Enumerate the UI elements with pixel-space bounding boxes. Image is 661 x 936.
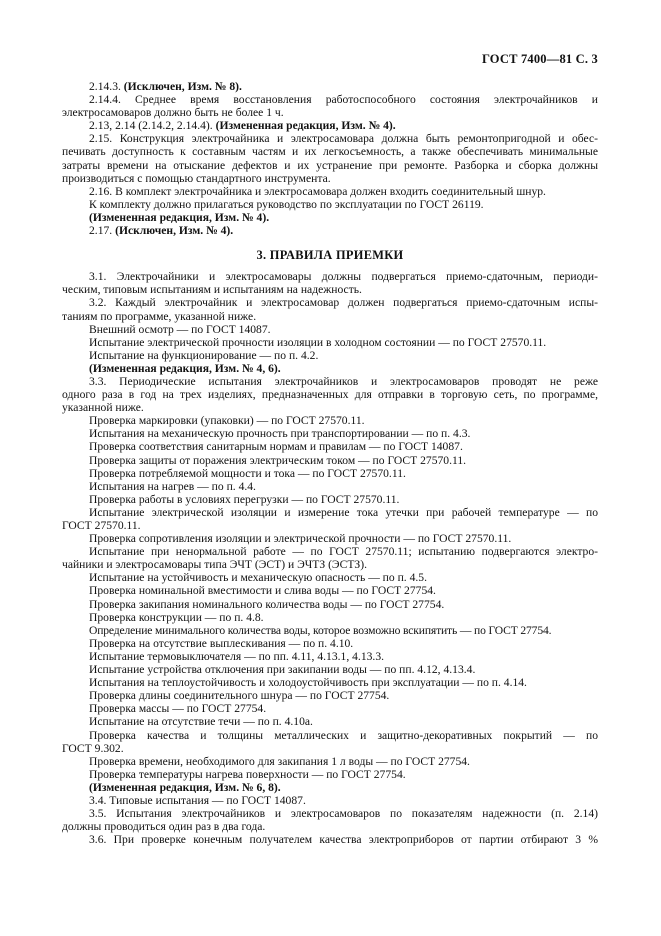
clause-3-4: 3.4. Типовые испытания — по ГОСТ 14087. [89, 793, 306, 807]
list-item: Проверка конструкции — по п. 4.8. [89, 610, 264, 624]
list-item: Испытание электрической изоляции и измерение тока утечки при рабочей температуре — по [89, 505, 598, 519]
page-header: ГОСТ 7400—81 С. 3 [481, 52, 598, 66]
list-item: Проверка времени, необходимого для закипания 1 л воды — по ГОСТ 27754. [89, 754, 470, 768]
list-item: Проверка длины соединительного шнура — по ГОСТ 27754. [89, 689, 390, 703]
text-line: 3.1. Электрочайники и электросамовары должны подвергаться приемо-сдаточным, периоди- [89, 270, 598, 284]
list-item: Проверка сопротивления изоляции и электрической прочности — по ГОСТ 27570.11. [89, 532, 512, 546]
list-item: Испытания на теплоустойчивость и холодоустойчивость при эксплуатации — по п. 4.14. [89, 676, 527, 690]
text-line: ческим, типовым испытаниям и испытаниям на надежность. [62, 283, 362, 297]
list-item: Проверка соответствия санитарным нормам и правилам — по ГОСТ 14087. [89, 440, 463, 454]
clause-3-2 [62, 296, 598, 322]
clause-refs: 2.13, 2.14 (2.14.2, 2.14.4). [89, 119, 213, 133]
text-line: 3.5. Испытания электрочайников и электросамоваров по показателям надежности (п. 2.14) [89, 807, 598, 821]
list-item: Проверка работы в условиях перегрузки — по ГОСТ 27570.11. [89, 492, 400, 506]
list-item-continuation: чайники и электросамовары типа ЭЧТ (ЭСТ) и ЭЧТЗ (ЭСТЗ). [62, 558, 367, 572]
list-item: Проверка номинальной вместимости и слива воды — по ГОСТ 27754. [89, 584, 436, 598]
text-line: электросамоваров должно быть не более 1 ч. [62, 106, 284, 120]
list-item: Испытание при ненормальной работе — по ГОСТ 27570.11; испытанию подвергаются электро- [89, 545, 598, 559]
list-item-continuation: ГОСТ 27570.11. [62, 519, 141, 532]
list-item-continuation: ГОСТ 9.302. [62, 741, 124, 755]
list-item: Проверка защиты от поражения электрическим током — по ГОСТ 27570.11. [89, 453, 467, 467]
clause-2-13-amendment [62, 119, 598, 132]
text-line: затраты времени на отыскание дефектов и их устранение при ремонте. Разборка и сборка должны [62, 158, 598, 172]
text-line: К комплекту должно прилагаться руководство по эксплуатации по ГОСТ 26119. [89, 197, 484, 211]
document-body [62, 80, 598, 846]
clause-3-3 [62, 375, 598, 414]
list-item: Проверка массы — по ГОСТ 27754. [89, 702, 267, 716]
text-line: 3.3. Периодические испытания электрочайников и электросамоваров проводят не реже [89, 374, 598, 388]
list-item: Испытание на устойчивость и механическую опасность — по п. 4.5. [89, 571, 427, 585]
list-item: Проверка потребляемой мощности и тока — по ГОСТ 27570.11. [89, 466, 406, 480]
list-item: Проверка температуры нагрева поверхности — по ГОСТ 27754. [89, 767, 406, 781]
clause-2-16 [62, 185, 598, 224]
list-item: Проверка закипания номинального количества воды — по ГОСТ 27754. [89, 597, 445, 611]
clause-number: 2.14.3. [89, 80, 121, 93]
text-line: производиться с помощью стандартного инструмента. [62, 171, 331, 185]
text-line: должны проводиться один раз в два года. [62, 820, 266, 834]
list-item: Испытания на нагрев — по п. 4.4. [89, 479, 256, 493]
clause-2-15 [62, 132, 598, 184]
list-item: Испытания на механическую прочность при транспортировании — по п. 4.3. [89, 427, 471, 441]
text-line: печивать доступность к составным частям и их легкосъемность, а также обеспечивать минимальные [62, 145, 598, 159]
amendment-note: (Измененная редакция, Изм. № 4). [215, 119, 396, 133]
list-item: Внешний осмотр — по ГОСТ 14087. [89, 322, 271, 336]
list-item: Испытание термовыключателя — по пп. 4.11, 4.13.1, 4.13.3. [89, 649, 385, 663]
periodic-test-list [62, 414, 598, 794]
clause-3-5 [62, 807, 598, 833]
list-item: Проверка качества и толщины металлических и защитно-декоративных покрытий — по [89, 728, 598, 742]
clause-2-14-4 [62, 93, 598, 119]
text-line: 3.2. Каждый электрочайник и электросамовар должен подвергаться приемо-сдаточным испы- [89, 296, 598, 310]
text-line: таниям по программе, указанной ниже. [62, 309, 257, 323]
list-item: Проверка на отсутствие выплескивания — по п. 4.10. [89, 636, 354, 650]
text-line: 2.16. В комплект электрочайника и электросамовара должен входить соединительный шнур. [89, 184, 546, 198]
acceptance-test-list [62, 323, 598, 375]
list-item: Испытание устройства отключения при закипании воды — по пп. 4.12, 4.13.4. [89, 663, 476, 677]
clause-number: 2.17. [89, 224, 113, 238]
text-line: одного раза в год на трех изделиях, предназначенных для отправки в торговую сеть, по программе, [62, 388, 598, 402]
clause-2-17 [62, 224, 598, 237]
text-line: 2.14.4. Среднее время восстановления работоспособного состояния электрочайников и [89, 93, 598, 107]
amendment-note: (Измененная редакция, Изм. № 4). [89, 210, 270, 224]
amendment-note: (Измененная редакция, Изм. № 6, 8). [89, 780, 281, 794]
text-line: 2.15. Конструкция электрочайника и электросамовара должна быть ремонтопригодной и обес- [89, 132, 598, 146]
text-line: 3.6. При проверке конечным получателем качества электроприборов от партии отбирают 3 % [89, 833, 598, 847]
list-item: Испытание на функционирование — по п. 4.2. [89, 348, 319, 362]
amendment-note: (Исключен, Изм. № 8). [123, 80, 242, 93]
list-item: Определение минимального количества воды, которое возможно вскипятить — по ГОСТ 27754. [89, 623, 552, 637]
clause-3-6 [62, 833, 598, 846]
amendment-note: (Измененная редакция, Изм. № 4, 6). [89, 361, 281, 375]
clause-3-1 [62, 270, 598, 296]
list-item: Испытание электрической прочности изоляции в холодном состоянии — по ГОСТ 27570.11. [89, 335, 547, 349]
amendment-note: (Исключен, Изм. № 4). [115, 224, 234, 238]
clause-2-14-3 [62, 80, 598, 93]
list-item: Проверка маркировки (упаковки) — по ГОСТ 27570.11. [89, 414, 365, 428]
list-item: Испытание на отсутствие течи — по п. 4.10а. [89, 715, 313, 729]
text-line: указанной ниже. [62, 401, 144, 415]
section-title: 3. ПРАВИЛА ПРИЕМКИ [256, 248, 404, 263]
